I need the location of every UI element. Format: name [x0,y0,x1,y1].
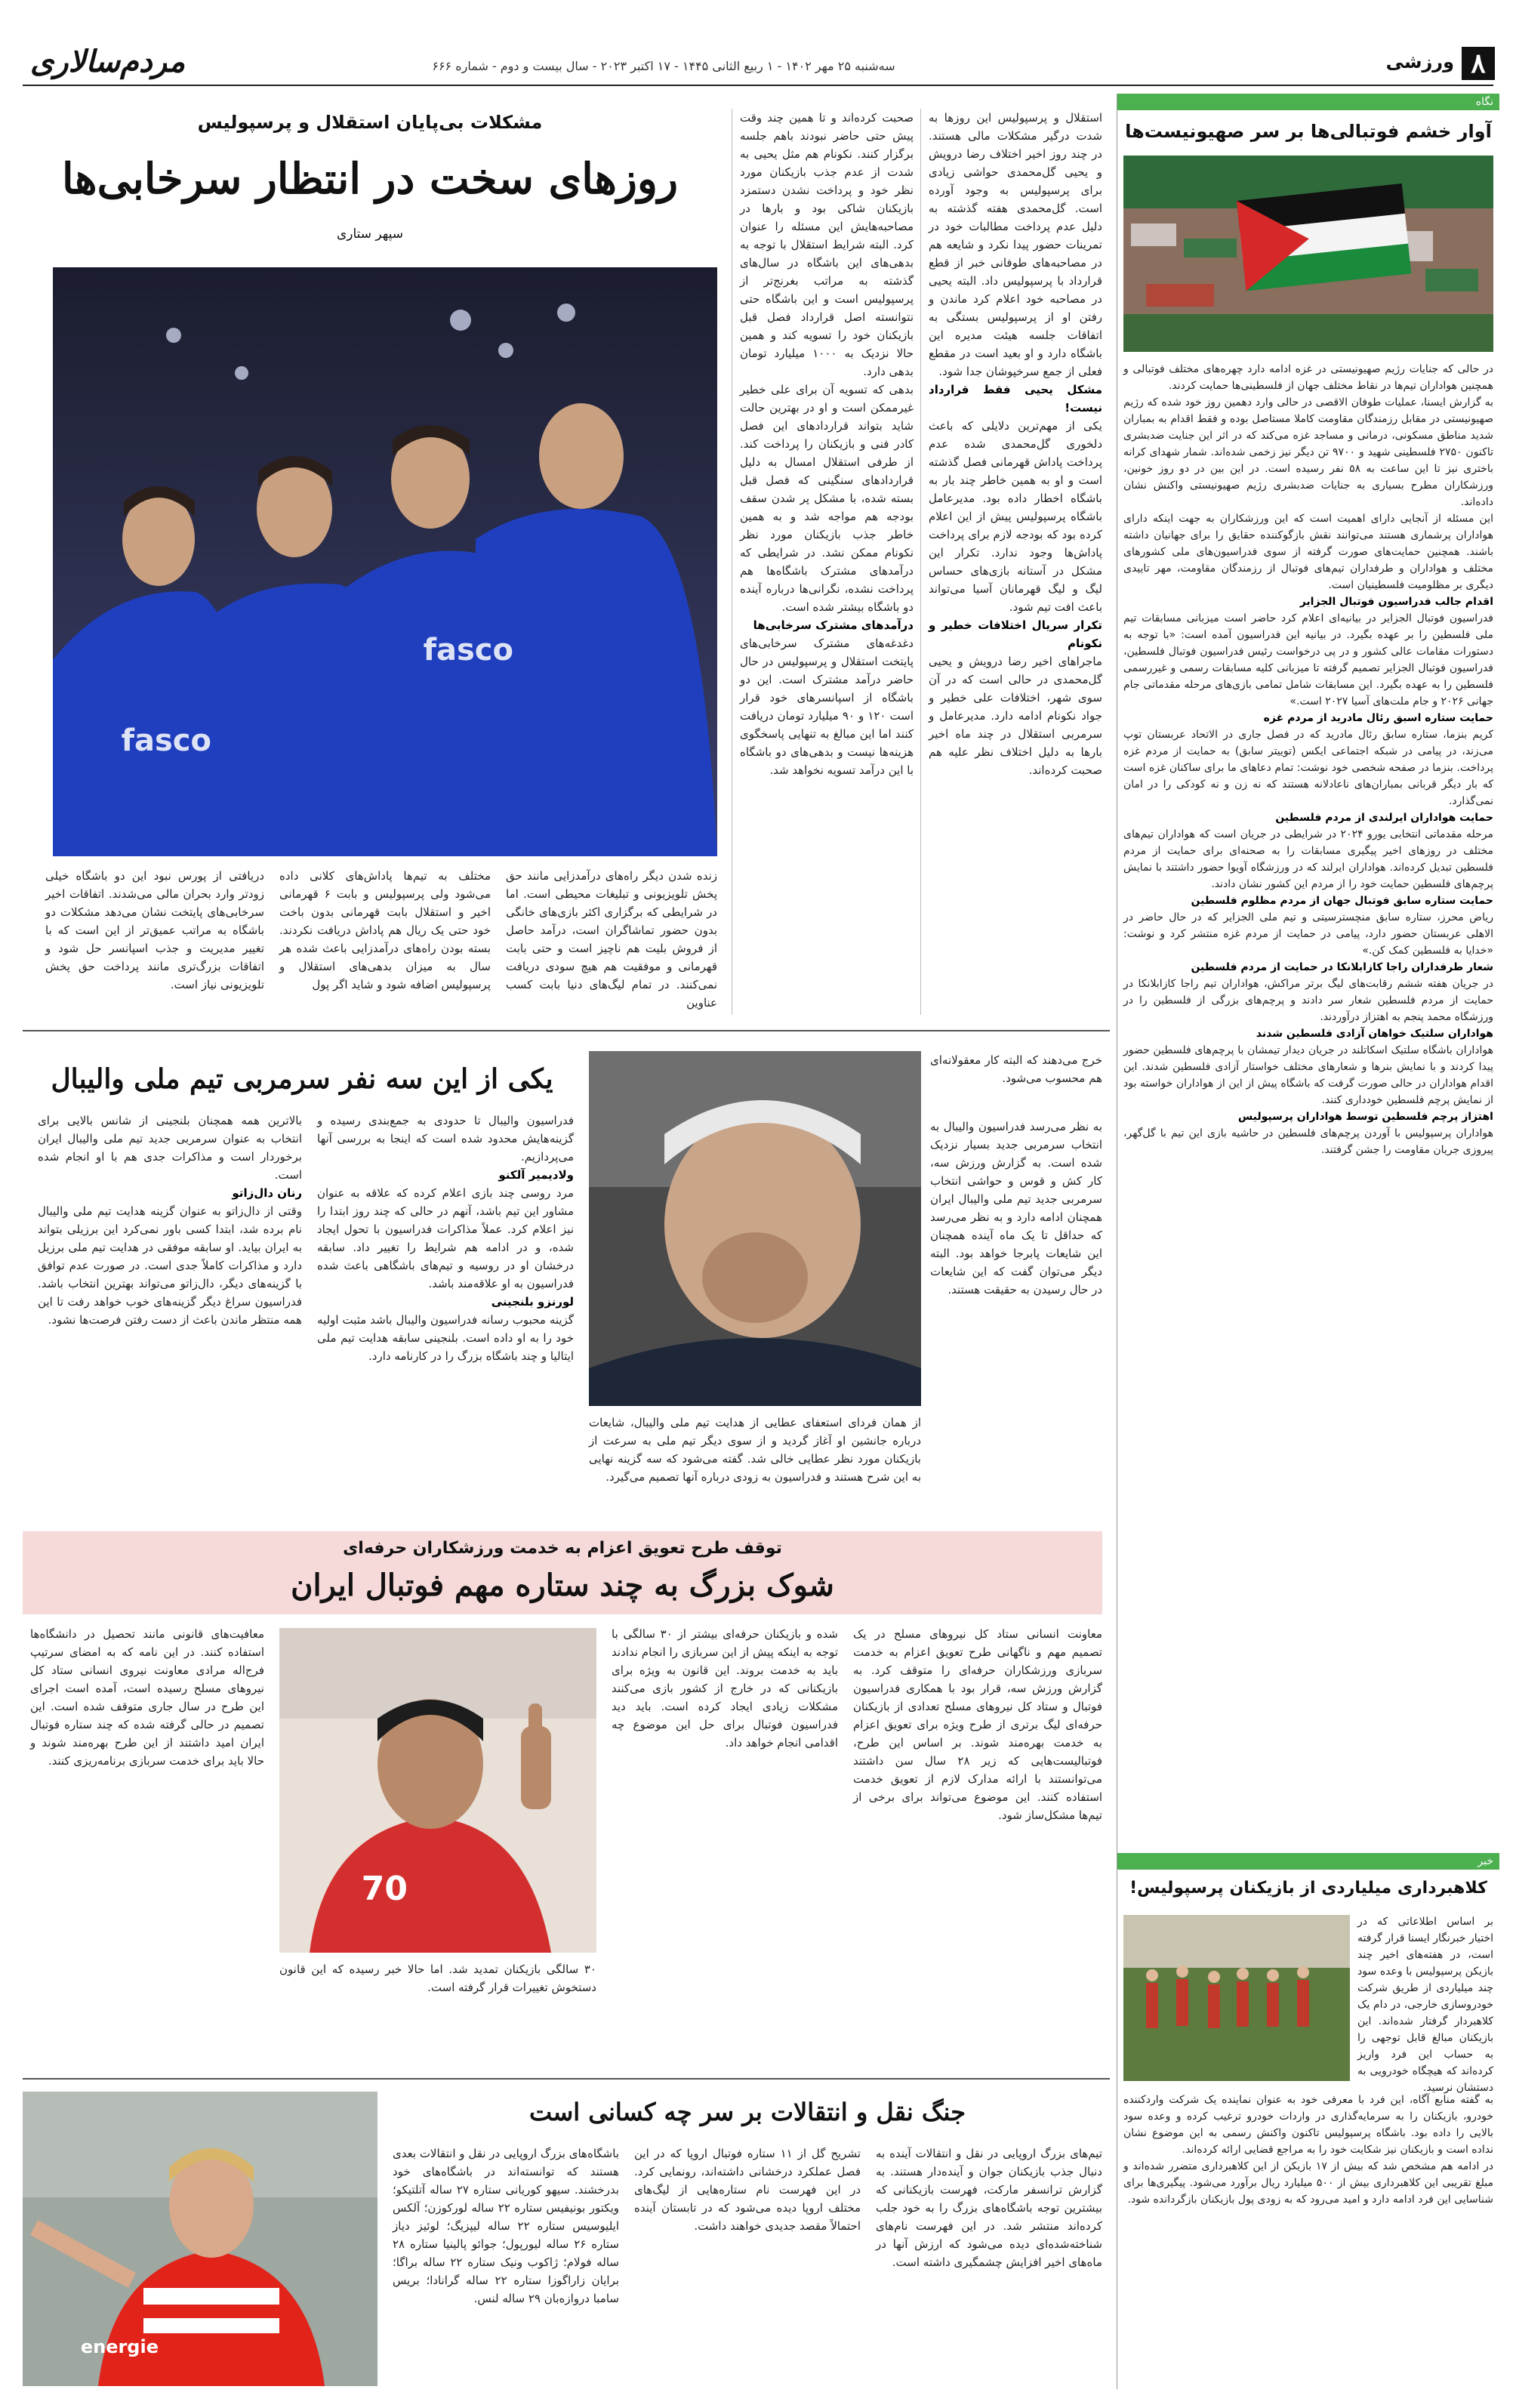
svg-text:fasco: fasco [121,723,211,758]
military-photo-caption: ۳۰ سالگی بازیکنان تمدید شد. اما حالا خبر رسیده که این قانون دستخوش تغییرات قرار گرفته است. [279,1962,596,1994]
main-kicker: مشکلات بی‌پایان استقلال و پرسپولیس [197,112,543,133]
note-label: نگاه [1475,96,1493,108]
svg-text:energie: energie [80,2336,159,2357]
coach-photo [589,1051,921,1406]
banner-kicker: توقف طرح تعویق اعزام به خدمت ورزشکاران حرفه‌ای [343,1539,782,1558]
note-body: در حالی که جنایات رژیم صهیونیستی در غزه ادامه دارد چهره‌های مختلف فوتبالی و همچنین هواداران تیم‌ها در نقاط مختلف جهان از فلسطینی‌ها حمایت کردند. به گزارش ایسنا، عملیات طوفان الاقصی در حالی وارد دهمین روز خود شده که رژیم صهیونیستی در مقابل رزمندگان مقاومت کاملا مستاصل بوده و فقط اقدام به بمباران شدید مناطق مسکونی، درمانی و مساجد غزه می‌کند که در اثر این جنایت ضدبشری تاکنون ۲۷۵۰ فلسطینی شهید و ۹۷۰۰ تن دیگر نیز زخمی شده‌اند. شمار شهدای کرانه باختری نیز تا این ساعت به ۵۸ نفر رسیده است. در این بین در دو روز خونین، ورزشکاران مطرح بسیاری به جنایات ضدبشری رژیم صهیونیستی واکنش نشان داده‌اند. این مسئله از آنجایی دارای اهمیت است که این ورزشکاران به جهت اینکه دارای هواداران پرشماری هستند می‌توانند نقش بازگوکننده حقایق را برای جهانیان داشته باشند. همچنین حمایت‌های صورت گرفته از سوی فدراسیون‌های ملی کشورهای مختلف و هواداران و طرفداران تیم‌های فوتبال از رزمندگان مقاومت، مهر تاییدی دیگری بر مظلومیت فلسطینیان است. اقدام جالب فدراسیون فوتبال الجزایر فدراسیون فوتبال الجزایر در بیانیه‌ای اعلام کرد حاضر است میزبانی مسابقات تیم ملی فلسطین را بر عهده بگیرد. در بیانیه این فدراسیون آمده است: «با توجه به دستورات مقامات عالی کشور و در پی درخواست رئیس فدراسیون فوتبال فلسطین، فدراسیون فوتبال الجزایر تصمیم گرفته تا میزبانی کلیه مسابقات رسمی و غیررسمی فلسطین را به عهده بگیرد. این مسابقات شامل تمامی بازی‌های مرحله مقدماتی جام جهانی ۲۰۲۶ و جام ملت‌های آسیا ۲۰۲۷ است.» حمایت ستاره اسبق رئال مادرید از مردم غزه کریم بنزما، ستاره سابق رئال مادرید که در فصل جاری در الاتحاد عربستان توپ می‌زند، در پیامی در شبکه اجتماعی ایکس (توییتر سابق) به حمایت از مردم غزه پرداخت. بنزما در صفحه شخصی خود نوشت: تمام دعاهای ما برای ساکنان غزه است که بار دیگر قربانی بمباران‌های ناعادلانه هستند که نه زن و نه کودکی را در امان نمی‌گذارد. حمایت هواداران ایرلندی از مردم فلسطین مرحله مقدماتی انتخابی یورو ۲۰۲۴ در شرایطی در جریان است که هواداران تیم‌های مختلف در روزهای اخیر پیگیری مسابقات را به صحنه‌ای برای حمایت از مردم فلسطین تبدیل کرده‌اند. هواداران ایرلند که در ورزشگاه آویوا حضور داشتند با نمایش پرچم‌های فلسطین حمایت خود را از مردم این کشور نشان دادند. حمایت ستاره سابق فوتبال جهان از مردم مظلوم فلسطین ریاض محرز، ستاره سابق منچسترسیتی و تیم ملی الجزایر که در حال حاضر در الاهلی عربستان حضور دارد، پیامی در حمایت از مردم غزه منتشر کرد و نوشت: «خدایا به فلسطین کمک کن.» شعار طرفداران راجا کازابلانکا در حمایت از مردم فلسطین در جریان هفته ششم رقابت‌های لیگ برتر مراکش، هواداران تیم راجا کازابلانکا در حمایت از مردم فلسطین شعار سر دادند و پرچم‌های بزرگی از فلسطین را در ورزشگاه محمد پنجم به اهتزاز درآوردند. هواداران سلتیک خواهان آزادی فلسطین شدند هواداران باشگاه سلتیک اسکاتلند در جریان دیدار تیمشان با پرچم‌های فلسطین حضور پیدا کردند و با نمایش بنرها و شعارهای مختلف خواستار آزادی فلسطین شدند. این اقدام هواداران در حالی صورت گرفت که باشگاه پیش از این از هواداران خواسته بود از نمایش پرچم فلسطین خودداری کنند. اهتزاز پرچم فلسطین توسط هواداران پرسپولیس هواداران پرسپولیس با آوردن پرچم‌های فلسطین در حاشیه بازی این تیم با گل‌گهر، پیروزی جریان مقاومت را جشن گرفتند. [1123,363,1494,1156]
main-headline: روزهای سخت در انتظار سرخابی‌ها [61,154,679,204]
news-body: به گفته منابع آگاه، این فرد با معرفی خود به عنوان نماینده یک شرکت واردکننده خودرو، بازیکنان را به سرمایه‌گذاری در واردات خودرو ترغیب کرده و وعده سود بالایی را داده بود. باشگاه پرسپولیس تاکنون واکنش رسمی به این موضوع نشان نداده است و بازیکنان نیز شکایت خود را به مراجع قضایی ارائه کرده‌اند. در ادامه هم مشخص شد که بیش از ۱۷ بازیکن از این کلاهبرداری متضرر شده‌اند و مبلغ تقریبی این کلاهبرداری بیش از ۵۰۰ میلیارد ریال برآورد می‌شود. پیگیری‌ها برای شناسایی این فرد ادامه دارد و امید می‌رود که به زودی پول بازیکنان بازگردانده شود. [1123,2094,1493,2206]
svg-text:70: 70 [361,1870,408,1908]
main-story-col-1: استقلال و پرسپولیس این روزها به شدت درگیر مشکلات مالی هستند. در چند روز اخیر اختلاف رضا درویش و یحیی گل‌محمدی حواشی زیادی برای پرسپولیس به وجود آورده است. گل‌محمدی هفته گذشته به دلیل عدم پرداخت مطالبات خود در تمرینات حضور پیدا نکرد و شایعه هم در مصاحبه‌های طوفانی خبر از قطع قرارداد با پرسپولیس داد. البته یحیی در مصاحبه خود اعلام کرد ماندن و رفتن او از پرسپولیس بستگی به اتفاقات جلسه هیئت مدیره این باشگاه دارد و او بعید است در مقطع فعلی از جمع سرخپوشان جدا شود. مشکل یحیی فقط قرارداد نیست! یکی از مهم‌ترین دلایلی که باعث دلخوری گل‌محمدی شده عدم پرداخت پاداش قهرمانی فصل گذشته است و او به همین خاطر چند بار به باشگاه اخطار داده بود. مدیرعامل باشگاه پرسپولیس پیش از این اعلام کرده بود که بودجه لازم برای پرداخت پاداش‌ها وجود ندارد. تکرار این مشکل در آستانه بازی‌های حساس لیگ و لیگ قهرمانان آسیا می‌تواند باعث افت تیم شود. تکرار سریال اختلافات خطیر و نکونام ماجراهای اخیر رضا درویش و یحیی گل‌محمدی در حالی است که در آن سوی شهر، اختلافات علی خطیر و جواد نکونام ادامه دارد. مدیرعامل و سرمربی استقلال در چند ماه اخیر بارها به دلیل اختلاف نظر علیه هم صحبت کرده‌اند. [929,111,1102,777]
paper-logo: مردم‌سالاری [30,44,186,79]
news-body-top: بر اساس اطلاعاتی که در اختیار خبرنگار ایسنا قرار گرفته است، در هفته‌های اخیر چند بازیکن پرسپولیس با وعده سود چند میلیاردی از طریق شرکت خودروسازی خارجی، در دام یک کلاهبردار گرفتار شده‌اند. این بازیکنان مبالغ قابل توجهی را به حساب این فرد واریز کرده‌اند که هیچگاه خودرویی به دستشان نرسید. [1357,1916,1493,2094]
news-title: کلاهبرداری میلیاردی از بازیکنان پرسپولیس! [1129,1879,1487,1898]
note-title: آوار خشم فوتبالی‌ها بر سر صهیونیست‌ها [1125,121,1492,142]
esteghlal-players-photo [53,267,717,856]
news-label-bar [1117,1853,1499,1870]
news-label: خبر [1477,1855,1493,1867]
main-story [23,94,1102,1022]
volleyball-story [23,1036,1102,1527]
volleyball-col-c: فدراسیون والیبال تا حدودی به جمع‌بندی رسیده و گزینه‌هایش محدود شده است که اینجا به بررسی آنها می‌پردازیم. ولادیمیر آلکنو مرد روسی چند بازی اعلام کرده که علاقه به عنوان مشاور این تیم باشد، آنهم در حالی که چند روز ابتدا را نیز اعلام کرد. عملاً مذاکرات فدراسیون با تحول ایجاد شده، و در ادامه هم شرایط را تغییر داد. سابقه درخشان او در روسیه و تیم‌های باشگاهی باعث شده فدراسیون به او علاقه‌مند باشد. لورنزو بلنجینی گزینه محبوب رسانه فدراسیون والیبال باشد مثبت اولیه خود را به او داده است. بلنجینی سابقه هدایت تیم ملی ایتالیا و چند باشگاه بزرگ را در کارنامه دارد. [317,1114,574,1363]
transfer-headline: جنگ نقل و انتقالات بر سر چه کسانی است [529,2098,966,2126]
volleyball-col-b: از همان فردای استعفای عطایی از هدایت تیم ملی والیبال، شایعات درباره جانشین او آغاز گردید و از سوی دیگر تیم ملی به سرعت از بازیکنان مورد نظر عطایی خالی شد. گفته می‌شود که سه گزینه نهایی به این شرح هستند و فدراسیون به زودی درباره آنها تصمیم می‌گیرد. [589,1416,921,1484]
date-line: سه‌شنبه ۲۵ مهر ۱۴۰۲ - ۱ ربیع الثانی ۱۴۴۵ - ۱۷ اکتبر ۲۰۲۳ - سال بیست و دوم - شماره ۶۶۶ [432,59,895,73]
main-story-col-4: مختلف به تیم‌ها پاداش‌های کلانی داده می‌شود ولی پرسپولیس و بابت ۶ قهرمانی اخیر و استقلال بابت قهرمانی بدون باخت خود حتی یک ریال هم پاداش دریافت نکردند. بسته بودن راه‌های درآمدزایی باعث شده هر سال به میزان بدهی‌های استقلال و پرسپولیس اضافه شود و شاید اگر پول [279,869,491,991]
section-name: ورزشی [1385,51,1454,72]
military-story [23,1620,1102,2073]
svg-text:fasco: fasco [423,633,513,668]
psv-player-photo [23,2092,377,2386]
training-photo [1123,1915,1350,2081]
main-story-col-2: صحبت کرده‌اند و تا همین چند وقت پیش حتی حاضر نبودند باهم جلسه برگزار کنند. نکونام هم مثل یحیی به شدت از عدم جذب بازیکنان مورد نظر خود و پرداخت نشدن دستمزد بازیکنان شاکی بود و بارها در مصاحبه‌هایش این مسئله را عنوان کرد. البته شرایط استقلال با توجه به بدهی‌های این باشگاه در سال‌های گذشته به مراتب بغرنج‌تر از پرسپولیس است و این باشگاه حتی نتوانسته اصل قرارداد فصل قبل بازیکنان خود را تسویه کند و همین حالا نزدیک به ۱۰۰۰ میلیارد تومان بدهی دارد. بدهی که تسویه آن برای علی خطیر غیرممکن است و او در بهترین حالت شاید بتواند قراردادهای این فصل کادر فنی و بازیکنان را پرداخت کند. از طرفی استقلال امسال به دلیل قراردادهای سنگینی که فصل قبل بسته شده، با مشکل پر شدن سقف بودجه هم مواجه شد و به همین خاطر جذب بازیکنان مورد نظر نکونام ممکن نشد. در شرایطی که درآمدهای مشترک باشگاه‌ها هم پرداخت نشده، نگرانی‌ها درباره آینده دو باشگاه بیشتر شده است. درآمدهای مشترک سرخابی‌ها دغدغه‌های مشترک سرخابی‌های پایتخت استقلال و پرسپولیس در حال حاضر درآمد مشترک است. این دو باشگاه از اسپانسرهای خود قرار است ۱۲۰ و ۹۰ میلیارد تومان دریافت کنند اما این مبالغ به تنهایی پاسخگوی هزینه‌ها نیست و بدهی‌های دو باشگاه با این درآمد تسویه نخواهد شد. [740,111,914,777]
transfer-col-b: تشریح گل از ۱۱ ستاره فوتبال اروپا که در این فصل عملکرد درخشانی داشته‌اند، رونمایی کرد. در این فهرست نام ستاره‌هایی از لیگ‌های مختلف اروپا دیده می‌شود که در تابستان آینده احتمالاً مقصد جدیدی خواهند داشت. [634,2147,861,2233]
volleyball-col-d: بالاترین همه همچنان بلنجینی از شانس بالایی برای انتخاب به عنوان سرمربی جدید تیم ملی والیبال ایران برخوردار است و مذاکرات جدی هم با او انجام شده است. رنان دال‌زاتو وقتی از دال‌زاتو به عنوان گزینه هدایت تیم ملی والیبال نام برده شد، ابتدا کسی باور نمی‌کرد این برزیلی بتواند به ایران بیاید. او سابقه موفقی در هدایت تیم ملی برزیل دارد و مذاکرات کاملاً جدی است. در صورت عدم توافق با گزینه‌های دیگر، دال‌زاتو می‌تواند بهترین انتخاب باشد. فدراسیون سراغ دیگر گزینه‌های خوب خواهد رفت تا این همه منتظر ماندن باعث از دست رفتن فرصت‌ها نشود. [38,1114,302,1327]
note-label-bar [1117,94,1499,110]
page-number-badge: ۸ [1462,47,1495,80]
military-col-left: معافیت‌های قانونی مانند تحصیل در دانشگاه‌ها استفاده کنند. در این نامه که به امضای سرتیپ فرج‌اله مرادی معاونت نیروی انسانی ستاد کل نیروهای مسلح رسیده است، آمده است اجرای این طرح در سال جاری متوقف شده است. این تصمیم در حالی گرفته شده که چند ستاره فوتبال ایران امید داشتند از این طرح بهره‌مند شوند و حالا باید برای خدمت سربازی برنامه‌ریزی کنند. [30,1627,264,1768]
footballer-thumbsup-photo [279,1628,596,1953]
transfer-col-c: باشگاه‌های بزرگ اروپایی در نقل و انتقالات بعدی هستند که توانسته‌اند در باشگاه‌های خود بدرخشند. سیهو کوریانی ستاره ۲۷ ساله آتلتیکو؛ ویکتور بونیفیس ستاره ۲۲ ساله لورکوزن؛ آلکس ایلیوسیس ستاره ۲۲ ساله لیپزیگ؛ لوئیز دیاز ستاره ۲۶ ساله لیورپول؛ جوائو پالینیا ستاره ۲۸ ساله فولام؛ ژاکوب ونیک ستاره ۲۲ ساله براگا؛ برایان زاراگوزا ستاره ۲۲ ساله گرانادا؛ بریس سامبا دروازه‌بان ۲۹ ساله لنس. [393,2147,620,2305]
transfer-story [23,2084,1102,2394]
military-col-mid: شده و بازیکنان حرفه‌ای بیشتر از ۳۰ سالگی با توجه به اینکه پیش از این سربازی را انجام ندادند باید به خدمت بروند. این قانون به ویژه برای بازیکنانی که در خارج از کشور بازی می‌کنند مشکلات زیادی ایجاد کرده است. باید دید فدراسیون فوتبال برای حل این موضوع چه اقدامی انجام خواهد داد. [612,1627,838,1750]
sidebar [1117,94,1499,2389]
volleyball-headline: یکی از این سه نفر سرمربی تیم ملی والیبال [51,1063,553,1095]
volleyball-col-a: به نظر می‌رسد فدراسیون والیبال به انتخاب سرمربی جدید بسیار نزدیک شده است. به گزارش ورزش سه، کار کش و قوس و حواشی انتخاب سرمربی جدید تیم ملی والیبال ایران همچنان ادامه دارد و به نظر می‌رسد که حداقل تا یک ماه آینده همچنان این شایعات پابرجا خواهد بود. البته دیگر می‌توان گفت که این شایعات در حال رسیدن به حقیقت هستند. [930,1120,1102,1296]
byline: سپهر ستاری [336,227,404,242]
volleyball-photo-caption: خرج می‌دهند که البته کار معقولانه‌ای هم محسوب می‌شود. [930,1053,1102,1085]
banner-headline: شوک بزرگ به چند ستاره مهم فوتبال ایران [291,1568,834,1603]
main-story-col-3: زنده شدن دیگر راه‌های درآمدزایی مانند حق پخش تلویزیونی و تبلیغات محیطی است. اما در شرایطی که برگزاری اکثر بازی‌های خانگی بدون حضور تماشاگران است، درآمد حاصل از فروش بلیت هم ناچیز است و حتی بابت قهرمانی و موفقیت هم هیچ سودی دریافت نمی‌کنند. در تمام لیگ‌های دنیا بابت کسب عناوین [506,869,717,1010]
main-story-col-5: دریافتی از پورس نبود این دو باشگاه خیلی زودتر وارد بحران مالی می‌شدند. اتفاقات اخیر سرخابی‌های پایتخت نشان می‌دهد مشکلات دو باشگاه به مراتب عمیق‌تر از این است که با تغییر مدیریت و جذب اسپانسر حل شود و اتفاقات بزرگ‌تری مانند پرداخت حق پخش تلویزیونی نیاز است. [45,869,264,991]
transfer-col-a: تیم‌های بزرگ اروپایی در نقل و انتقالات آینده به دنبال جذب بازیکنان جوان و آینده‌دار هستند. به گزارش ترانسفر مارکت، فهرست بازیکنانی که بیشترین توجه باشگاه‌های بزرگ را به خود جلب کرده‌اند منتشر شد. در این فهرست نام‌های شناخته‌شده‌ای دیده می‌شود که ارزش آنها در ماه‌های اخیر افزایش چشمگیری داشته است. [876,2147,1102,2269]
military-col-right: معاونت انسانی ستاد کل نیروهای مسلح در یک تصمیم مهم و ناگهانی طرح تعویق اعزام به خدمت سربازی ورزشکاران حرفه‌ای را متوقف کرد. به گزارش ورزش سه، قرار بود با همکاری فدراسیون فوتبال و ستاد کل نیروهای مسلح تعدادی از بازیکنان حرفه‌ای لیگ برتری از طرح ویژه برای تعویق اعزام به خدمت بهره‌مند شوند. بر اساس این طرح، فوتبالیست‌هایی که زیر ۲۸ سال سن داشتند می‌توانستند با ارائه مدارک لازم از تعویق خدمت استفاده کنند. این موضوع می‌تواند برای برخی از تیم‌ها مشکل‌ساز شود. [853,1627,1102,1822]
military-service-banner [23,1531,1102,1614]
stadium-flag-photo [1123,156,1493,352]
masthead [0,0,1516,83]
